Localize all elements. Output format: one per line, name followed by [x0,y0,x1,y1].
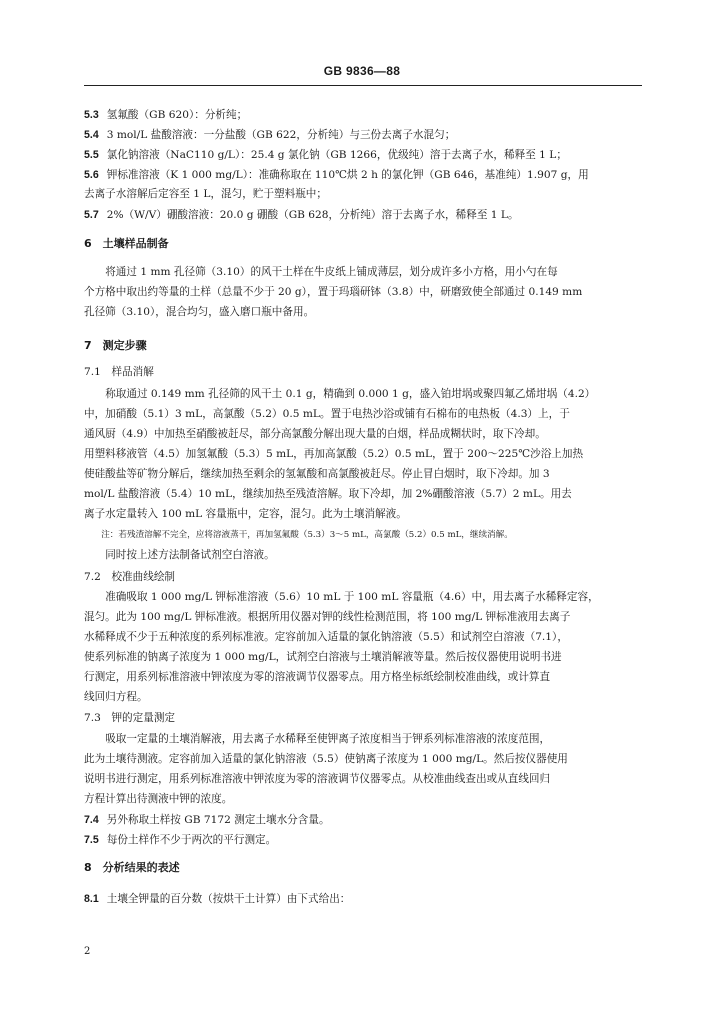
section-6-line-3: 孔径筛（3.10），混合均匀，盛入磨口瓶中备用。 [84,306,315,318]
clause-8-1 [84,891,642,907]
clause-7-3-line-1: 吸取一定量的土壤消解液，用去离子水稀释至使钾离子浓度相当于钾系列标准溶液的浓度范围， [105,733,551,745]
clause-7-2-line-6: 线回归方程。 [84,691,148,703]
clause-7-1-line-2: 中，加硝酸（5.1）3 mL，高氯酸（5.2）0.5 mL。置于电热沙浴或铺有石棉布的电热板（4.3）上，于 [84,408,570,420]
clause-7-1-line-3: 通风厨（4.9）中加热至硝酸被赶尽，部分高氯酸分解出现大量的白烟，样品成糊状时，取下冷却。 [84,428,546,440]
section-8-heading: 8 分析结果的表述 [84,861,180,874]
clause-7-1-line-4: 用塑料移液管（4.5）加氢氟酸（5.3）5 mL，再加高氯酸（5.2）0.5 mL，置于 200～225℃沙浴上加热 [84,448,584,460]
header-rule [84,85,642,86]
clause-7-2-line-2: 混匀。此为 100 mg/L 钾标准液。根据所用仪器对钾的线性检测范围，将 100 mg/L 钾标准液用去离子 [84,611,571,623]
section-6-line-1: 将通过 1 mm 孔径筛（3.10）的风干土样在牛皮纸上铺成薄层，划分成许多小方格，用小勺在每 [105,266,558,278]
clause-number: 5.6 [84,169,99,181]
clause-text: 每份土样作不少于两次的平行测定。 [106,834,277,846]
clause-5-3 [84,107,642,123]
clause-7-1-line-5: 使硅酸盐等矿物分解后，继续加热至剩余的氢氟酸和高氯酸被赶尽。停止冒白烟时，取下冷却。加 3 [84,468,550,480]
clause-7-3-line-4: 方程计算出待测液中钾的浓度。 [84,793,233,805]
clause-5-4 [84,127,642,143]
clause-text: 2%（W/V）硼酸溶液：20.0 g 硼酸（GB 628，分析纯）溶于去离子水，稀释至 1 L。 [106,209,519,221]
clause-number: 5.7 [84,209,99,221]
clause-7-2-line-5: 行测定，用系列标准溶液中钾浓度为零的溶液调节仪器零点。用方格坐标纸绘制校准曲线，或计算直 [84,671,551,683]
clause-7-1-note: 注：若残渣溶解不完全，应将溶液蒸干，再加氢氟酸（5.3）3～5 mL，高氯酸（5.2）0.5 mL，继续消解。 [101,530,513,540]
clause-7-2-line-4: 使系列标准的钠离子浓度为 1 000 mg/L，试剂空白溶液与土壤消解液等量。然后按仪器使用说明书进 [84,651,562,663]
clause-number: 7.5 [84,834,99,846]
clause-number: 5.4 [84,129,99,141]
clause-text: 3 mol/L 盐酸溶液：一分盐酸（GB 622，分析纯）与三份去离子水混匀； [106,129,456,141]
clause-number: 5.3 [84,109,99,121]
clause-7-2-line-1: 准确吸取 1 000 mg/L 钾标准溶液（5.6）10 mL 于 100 mL 容量瓶（4.6）中，用去离子水稀释定容， [105,591,599,603]
section-6-heading: 6 土壤样品制备 [84,237,169,250]
section-6-line-2: 个方格中取出约等量的土样（总量不少于 20 g），置于玛瑙研钵（3.8）中，研磨致使全部通过 0.149 mm [84,286,583,298]
clause-7-4 [84,812,642,828]
clause-text: 另外称取土样按 GB 7172 测定土壤水分含量。 [106,814,330,826]
clause-7-1-line-6: mol/L 盐酸溶液（5.4）10 mL，继续加热至残渣溶解。取下冷却，加 2%硼酸溶液（5.7）2 mL。用去 [84,488,572,500]
clause-7-1-line-1: 称取通过 0.149 mm 孔径筛的风干土 0.1 g，精确到 0.000 1 g，盛入铂坩埚或聚四氟乙烯坩埚（4.2） [105,388,596,400]
clause-text: 土壤全钾量的百分数（按烘干土计算）由下式给出： [106,893,351,905]
clause-7-1-line-7: 离子水定量转入 100 mL 容量瓶中，定容，混匀。此为土壤消解液。 [84,508,407,520]
clause-7-3-line-2: 此为土壤待测液。定容前加入适量的氯化钠溶液（5.5）使钠离子浓度为 1 000 mg/L。然后按仪器使用 [84,753,568,765]
clause-number: 7.4 [84,814,99,826]
clause-7-2-title: 7.2 校准曲线绘制 [84,571,176,583]
clause-text: 氯化钠溶液（NaC110 g/L）：25.4 g 氯化钠（GB 1266，优级纯）溶于去离子水，稀释至 1 L； [106,149,567,161]
clause-text: 氢氟酸（GB 620）：分析纯； [106,109,248,121]
section-7-heading: 7 测定步骤 [84,339,147,352]
clause-5-5 [84,147,642,163]
clause-7-1-title: 7.1 样品消解 [84,366,154,378]
clause-number: 5.5 [84,149,99,161]
clause-7-3-line-3: 说明书进行测定，用系列标准溶液中钾浓度为零的溶液调节仪器零点。从校准曲线查出或从直线回归 [84,773,551,785]
clause-7-1-blank: 同时按上述方法制备试剂空白溶液。 [105,549,275,561]
clause-5-7 [84,207,642,223]
clause-text: 钾标准溶液（K 1 000 mg/L）：准确称取在 110℃烘 2 h 的氯化钾（GB 646，基准纯）1.907 g，用 [106,169,589,181]
clause-7-2-line-3: 水稀释成不少于五种浓度的系列标准液。定容前加入适量的氯化钠溶液（5.5）和试剂空白溶液（7.1）， [84,631,568,643]
clause-7-5 [84,832,642,848]
page-header: GB 9836—88 [323,64,401,78]
clause-number: 8.1 [84,893,99,905]
clause-5-6-cont: 去离子水溶解后定容至 1 L，混匀，贮于塑料瓶中； [84,188,327,200]
page-number: 2 [84,946,91,957]
clause-5-6 [84,167,642,183]
clause-7-3-title: 7.3 钾的定量测定 [84,712,176,724]
